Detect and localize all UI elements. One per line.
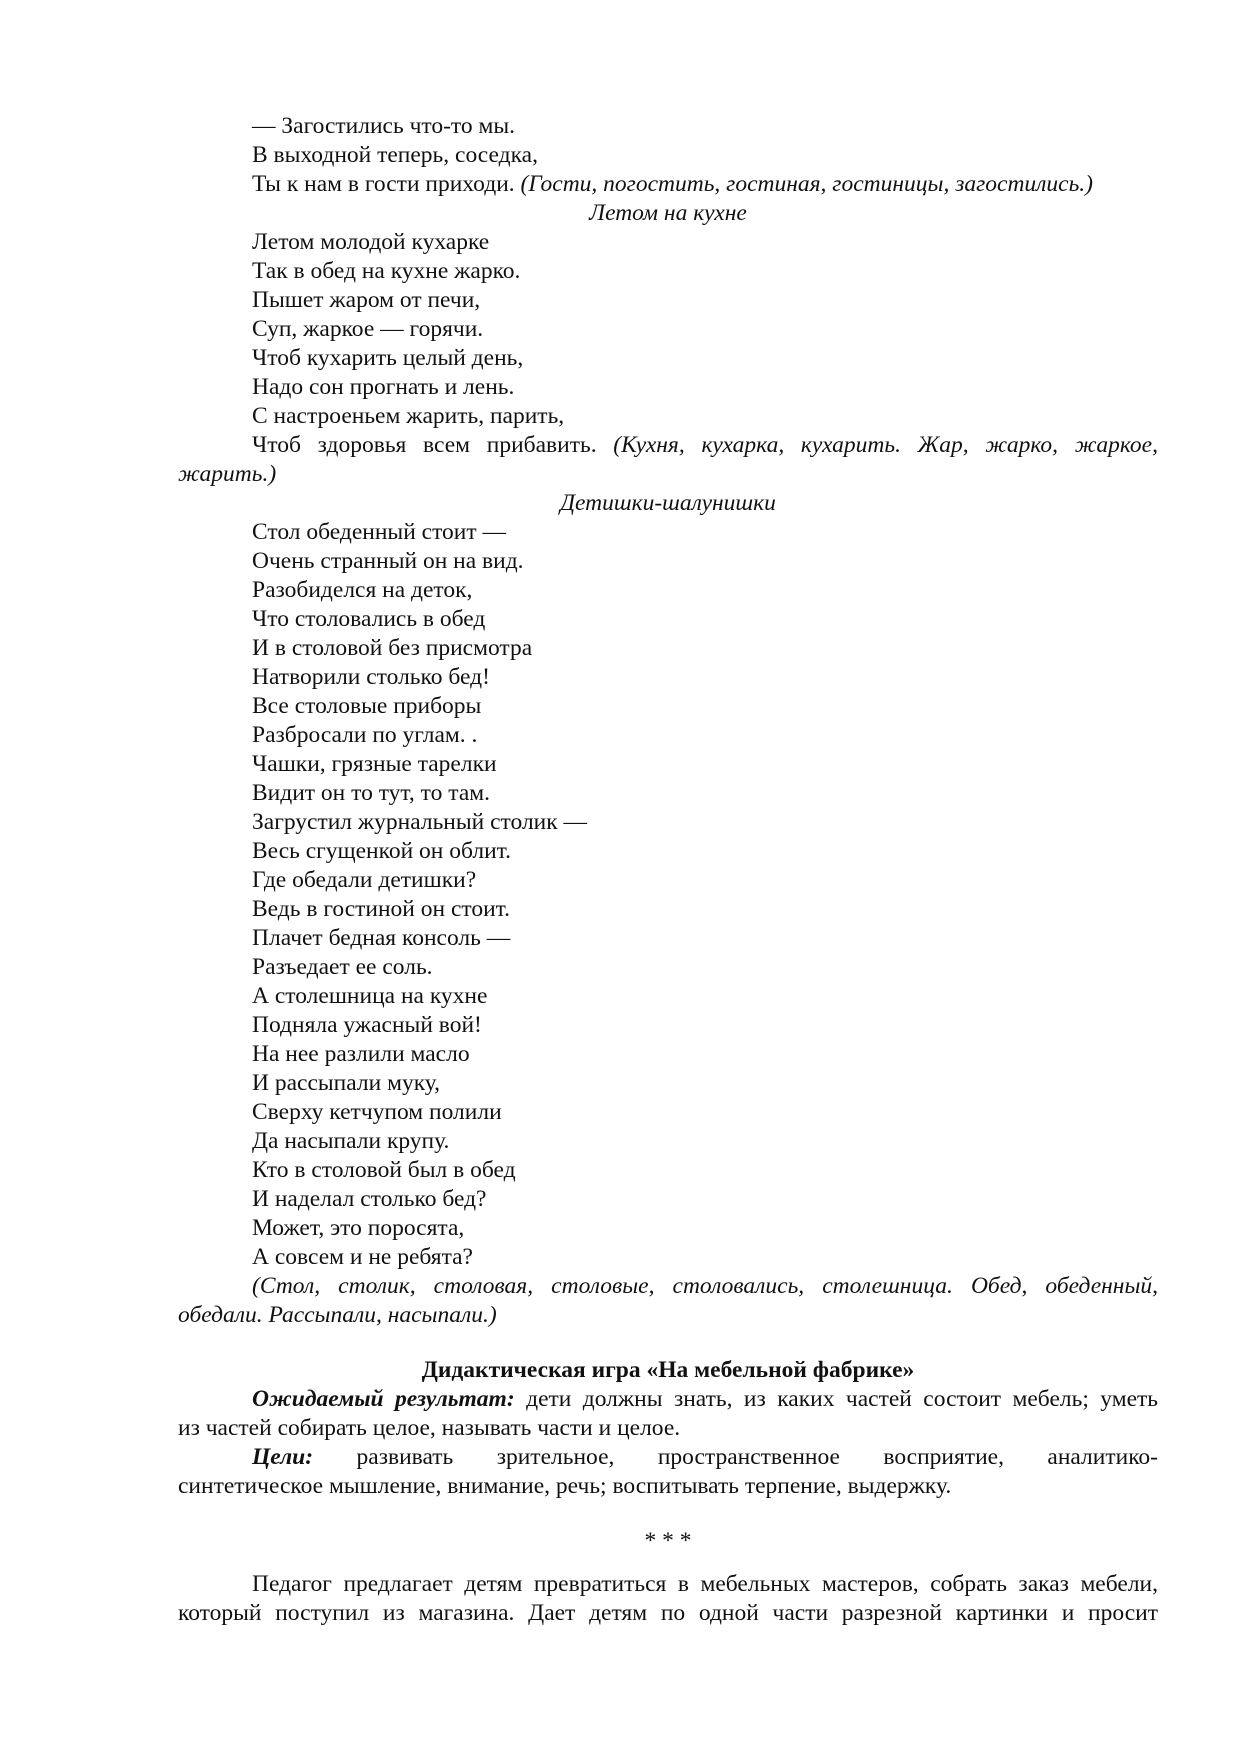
poem-line: Ведь в гостиной он стоит. [252,896,511,922]
word-list-note: (Стол, столик, столовая, столовые, столовались, столешница. Обед, обеденный, [252,1273,1158,1299]
poem-line: Надо сон прогнать и лень. [252,374,515,400]
poem-line: Разбросали по углам. . [252,722,478,748]
poem-line: И в столовой без присмотра [252,635,533,661]
poem-line: Где обедали детишки? [252,867,477,893]
poem-line [178,170,1158,199]
poem-line: Суп, жаркое — горячи. [252,316,484,342]
paragraph-line: Педагог предлагает детям превратиться в мебельных мастеров, собрать заказ мебели, [252,1571,1158,1597]
section-separator: * * * [644,1528,692,1554]
paragraph-line: из частей собирать целое, называть части и целое. [178,1415,681,1441]
poem-line: Разобиделся на деток, [252,577,473,603]
word-list-note: (Кухня, кухарка, кухарить. Жар, жарко, жаркое, [613,432,1158,458]
poem-line: А столешница на кухне [252,983,488,1009]
result-label: Ожидаемый результат: [252,1386,515,1412]
goals-word: восприятие, [883,1444,1004,1470]
poem-line-text: Ты к нам в гости приходи. [252,171,515,197]
poem-line: Весь сгущенкой он облит. [252,838,512,864]
word-list-note: (Гости, погостить, гостиная, гостиницы, загостились.) [520,171,1093,197]
poem-line-with-note [178,431,1158,460]
goals-word: аналитико- [1047,1444,1158,1470]
poem-line: Все столовые приборы [252,693,482,719]
paragraph-line: синтетическое мышление, внимание, речь; воспитывать терпение, выдержку. [178,1473,952,1499]
poem-line: И наделал столько бед? [252,1186,487,1212]
poem-title: Детишки-шалунишки [560,490,776,516]
poem-title: Летом на кухне [589,200,747,226]
poem-line: С настроеньем жарить, парить, [252,403,565,429]
poem-line-text: Чтоб здоровья всем прибавить. [252,432,597,458]
word-list-note: обедали. Рассыпали, насыпали.) [178,1302,497,1328]
poem-line: Стол обеденный стоит — [252,519,507,545]
poem-line: А совсем и не ребята? [252,1244,473,1270]
poem-line: Натворили столько бед! [252,664,490,690]
poem-line: Видит он то тут, то там. [252,780,490,806]
paragraph-line: который поступил из магазина. Дает детям по одной части разрезной картинки и просит [178,1600,1158,1626]
spacer [178,1556,1158,1570]
poem-line: Плачет бедная консоль — [252,925,511,951]
paragraph-line [178,1443,1158,1472]
document-page [178,112,1158,1628]
section-title: Дидактическая игра «На мебельной фабрике» [421,1357,915,1383]
goals-word: зрительное, [496,1444,615,1470]
poem-line: И рассыпали муку, [252,1070,441,1096]
poem-line: Разъедает ее соль. [252,954,433,980]
poem-line: Сверху кетчупом полили [252,1099,502,1125]
paragraph-line [178,1385,1158,1414]
spacer [178,1330,1158,1356]
goals-label: Цели: [252,1444,314,1470]
poem-line: Очень странный он на вид. [252,548,524,574]
poem-line: Может, это поросята, [252,1215,465,1241]
result-text: дети должны знать, из каких частей состоит мебель; уметь [526,1386,1159,1412]
poem-line: В выходной теперь, соседка, [252,142,538,168]
spacer [178,1501,1158,1527]
goals-word: пространственное [657,1444,840,1470]
poem-line: На нее разлили масло [252,1041,470,1067]
poem-line: Подняла ужасный вой! [252,1012,482,1038]
poem-line: Пышет жаром от печи, [252,287,481,313]
poem-line: Так в обед на кухне жарко. [252,258,521,284]
poem-line: Что столовались в обед [252,606,486,632]
goals-word: развивать [356,1444,454,1470]
word-list-note: жарить.) [178,461,277,487]
poem-line: Летом молодой кухарке [252,229,490,255]
poem-line: Чтоб кухарить целый день, [252,345,524,371]
poem-line: — Загостились что-то мы. [252,113,516,139]
poem-line: Да насыпали крупу. [252,1128,450,1154]
poem-line: Чашки, грязные тарелки [252,751,497,777]
poem-line: Загрустил журнальный столик — [252,809,588,835]
poem-line: Кто в столовой был в обед [252,1157,516,1183]
